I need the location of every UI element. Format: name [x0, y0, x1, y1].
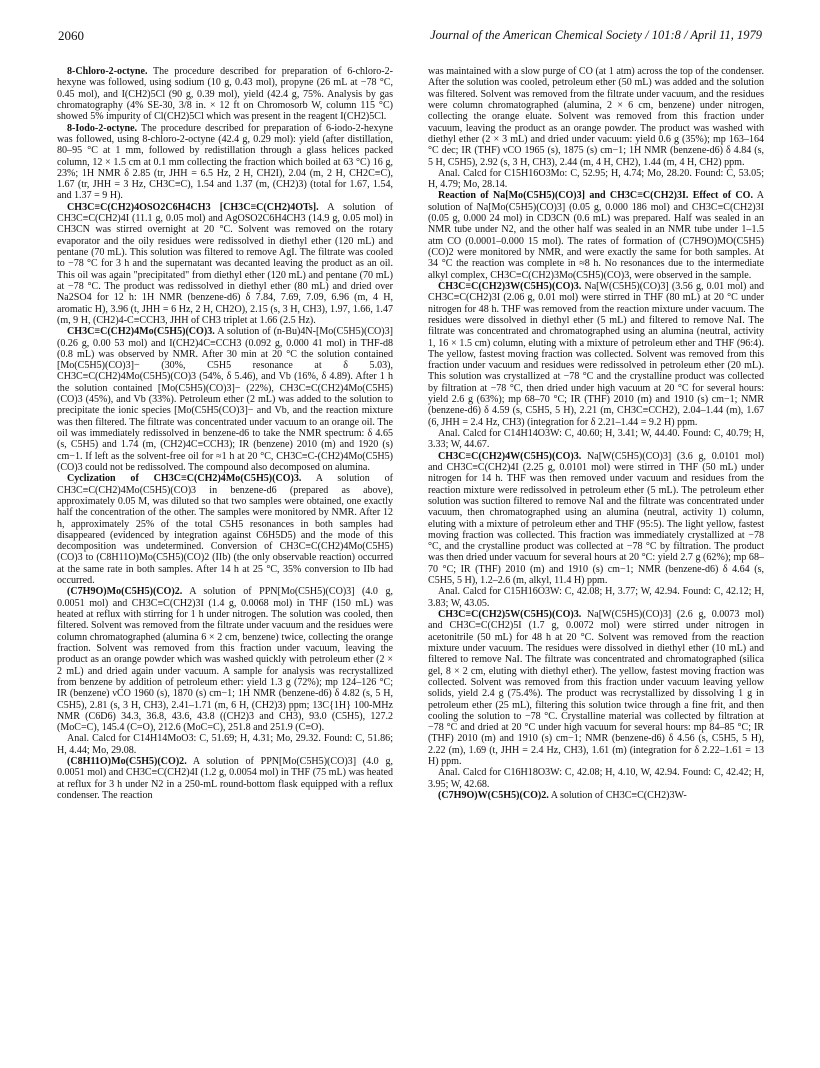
paragraph-body: A solution of CH3C≡C(CH2)4Mo(C5H5)(CO)3 in benzene-d6 (prepared as above), approximately 0.05 M, was diluted so that two samples were obtained, one exactly half the concentration of the other. The samples were monitored by NMR. After 12 h, approximately 25% of the total C5H5 resonances in both samples had disappeared (evidenced by integration against C6H5D5) and the mode of this decomposition was undetermined. Conversion of CH3C≡C(CH2)4Mo(C5H5)(CO)3 to (C8H11O)Mo(C5H5)(CO)2 (IIb) (the only observable reaction) occurred at the same rate in both samples. After 14 h at 25 °C, 35% conversion to IIb had occurred.	[57, 473, 393, 587]
paragraph-heading: CH3C≡C(CH2)5W(C5H5)(CO)3.	[438, 609, 582, 620]
paragraph-body: Na[W(C5H5)(CO)3] (3.6 g, 0.0101 mol) and CH3C≡C(CH2)4I (2.25 g, 0.0101 mol) were stirred in THF (50 mL) under nitrogen for 14 h. THF was then removed under vacuum and residues from the reaction mixture were redissolved in petroleum ether (5 mL). The petroleum ether solution was suction filtered to remove NaI and the filtrate was concentrated under vacuum, then chromatographed using an alumina (neutral, activity 1) column, eluting with a mixture of petroleum ether and THF (95:5). The light yellow, fastest moving fraction was collected. This fraction was immediately crystallized at −78 °C, and the crystalline product was collected at −78 °C by filtration. The product was then dried under vacuum for several hours at 20 °C: yield 2.7 g (62%); mp 68–70 °C; IR (THF) 2010 (m) and 1910 (s) cm−1; NMR (benzene-d6) δ 4.64 (s, C5H5, 5 H), 1.2–2.6 (m, alkyl, 11.4 H) ppm.	[428, 450, 764, 587]
paragraph	[428, 428, 764, 451]
paragraph	[428, 767, 764, 790]
paragraph	[428, 586, 764, 609]
paragraph-body: A solution of CH3C≡C(CH2)3W-	[550, 790, 687, 801]
paragraph-heading: Reaction of Na[Mo(C5H5)(CO)3] and CH3C≡C(CH2)3I. Effect of CO.	[438, 190, 753, 202]
paragraph	[57, 202, 393, 326]
paragraph-body: Anal. Calcd for C16H18O3W: C, 42.08; H, 4.10, W, 42.94. Found: C, 42.42; H, 3.95; W, 42.68.	[428, 767, 764, 790]
paragraph-body: A solution of Na[Mo(C5H5)(CO)3] (0.05 g, 0.000 186 mol) and CH3C≡C(CH2)3I (0.05 g, 0.000 24 mol) in CD3CN (0.6 mL) was prepared. Half was sealed in an NMR tube under N2, and the other half was sealed in an NMR tube under 1–1.5 atm CO (0.0001–0.000 15 mol). The rates of formation of (C7H9O)MO(C5H5)(CO)2 were monitored by NMR, and were exactly the same for both samples. At 34 °C the reaction was complete in ≈8 h. No resonances due to the intermediate alkyl complex, CH3C≡C(CH2)3Mo(C5H5)(CO)3, were observed in the sample.	[428, 190, 764, 281]
paragraph	[428, 66, 764, 168]
paragraph-heading: 8-Chloro-2-octyne.	[67, 66, 148, 77]
page-header	[58, 28, 762, 46]
paragraph	[428, 790, 764, 801]
paragraph	[57, 733, 393, 756]
journal-citation: Journal of the American Chemical Society / 101:8 / April 11, 1979	[430, 28, 762, 42]
right-column	[428, 66, 764, 801]
paragraph-heading: CH3C≡C(CH2)4OSO2C6H4CH3 [CH3C≡C(CH2)4OTs].	[67, 201, 319, 213]
paragraph-body: A solution of (n-Bu)4N-[Mo(C5H5)(CO)3] (0.26 g, 0.00 53 mol) and I(CH2)4C≡CCH3 (0.092 g, 0.000 41 mol) in THF-d8 (0.8 mL) was observed by NMR. After 30 min at 20 °C the solution contained [Mo(C5H5)(CO)3]− (30%, C5H5 resonance at δ 5.03), CH3C≡C(CH2)4Mo(C5H5)(CO)3 (54%, δ 5.46), and Vb (16%, δ 4.89). After 1 h the solution contained [Mo(C5H5)(CO)3]− (22%), CH3C≡C(CH2)4Mo(C5H5)(CO)3 (45%), and Vb (33%). Petroleum ether (2 mL) was added to the solution to precipitate the ionic species [Mo(C5H5(CO)3]− and Vb, and the reaction mixture was then filtered. The filtrate was concentrated under vacuum to an orange oil. The oil was immediately redissolved in benzene-d6 to take the NMR spectrum: δ 4.65 (s, C5H5) and 1.74 (m, (CH2)4C≡CCH3); IR (benzene) 2010 (m) and 1920 (s) cm−1. If left as the solvent-free oil for ≈1 h at 20 °C, CH3C≡C-(CH2)4Mo(C5H5)(CO)3 could not be redissolved. The compound also decomposed on alumina.	[57, 326, 393, 473]
paragraph-body: A solution of PPN[Mo(C5H5)(CO)3] (4.0 g, 0.0051 mol) and CH3C≡C(CH2)4I (1.2 g, 0.0054 mol) in THF (75 mL) was heated at reflux for 3 h under N2 in a 250-mL round-bottom flask equipped with a reflux condenser. The reaction	[57, 756, 393, 801]
paragraph	[428, 281, 764, 428]
paragraph	[57, 123, 393, 202]
paragraph-heading: CH3C≡C(CH2)3W(C5H5)(CO)3.	[438, 280, 582, 292]
paragraph	[428, 451, 764, 587]
paragraph-body: Anal. Calcd for C14H14MoO3: C, 51.69; H, 4.31; Mo, 29.32. Found: C, 51.86; H, 4.44; Mo, 29.08.	[57, 733, 393, 756]
paragraph-heading: (C7H9O)Mo(C5H5)(CO)2.	[67, 586, 183, 598]
paragraph	[428, 190, 764, 281]
left-column	[57, 66, 393, 801]
paragraph-heading: (C7H9O)W(C5H5)(CO)2.	[438, 790, 549, 801]
paragraph-body: A solution of CH3C≡C(CH2)4I (11.1 g, 0.05 mol) and AgOSO2C6H4CH3 (14.9 g, 0.05 mol) in CH3CN was stirred overnight at 20 °C. Solvent was removed on the rotary evaporator and the oily residues were redissolved in diethyl ether (120 mL) and pentane (70 mL). This solution was filtered to remove AgI. The filtrate was cooled to −78 °C for 3 h and the supernatant was decanted leaving the product as an oil. This oil was again "precipitated" from diethyl ether (120 mL) and pentane (70 mL) at −78 °C. The product was redissolved in diethyl ether (80 mL) and dried over Na2SO4 for 12 h: 1H NMR (benzene-d6) δ 7.84, 7.69, 7.09, 6.96 (m, 4 H, aromatic H), 3.96 (t, JHH = 6 Hz, 2 H, CH2O), 2.15 (s, 3 H, CH3), 1.97, 1.66, 1.47 (m, 9 H, (CH2)4-C≡CCH3, JHH of CH3 triplet at 1.66 (2.5 Hz).	[57, 201, 393, 326]
paragraph-body: Na[W(C5H5)(CO)3] (2.6 g, 0.0073 mol) and CH3C≡C(CH2)5I (1.7 g, 0.0072 mol) were stirred under nitrogen in acetonitrile (50 mL) for 48 h at 20 °C. Solvent was removed from the reaction mixture under vacuum. The residues were dissolved in diethyl ether (10 mL) and filtered to remove NaI. The filtrate was concentrated and chromatographed (silica gel, 8 × 2 cm, eluting with diethyl ether). The yellow, fastest moving fraction was collected. Solvent was removed from this fraction under vacuum leaving yellow solids, yield 2.4 g (75.4%). The product was recrystallized by dissolving 1 g in petroleum ether (25 mL), filtering this solution twice through a fine frit, and then cooling the solution to −78 °C. Crystalline material was collected by filtration at −78 °C and dried at 20 °C under high vacuum for several hours: mp 84–85 °C; IR (THF) 2010 (m) and 1910 (s) cm−1; NMR (benzene-d6) δ 4.56 (s, C5H5, 5 H), 2.22 (m), 1.69 (t, JHH = 2.4 Hz, CH3), 1.61 (m) (integration for δ 2.22–1.61 = 13 H) ppm.	[428, 609, 764, 768]
paragraph-body: The procedure described for preparation of 6-iodo-2-hexyne was followed, using 8-chloro-2-octyne (42.4 g, 0.29 mol): yield (after distillation, 80–95 °C at 1 mm, followed by redistillation through a glass helices packed column, 12 × 1.5 cm at 0.1 mm collecting the fraction which boiled at 63 °C) 16 g, 23%; 1H NMR δ 2.85 (tr, JHH = 6.5 Hz, 2 H, CH2I), 2.04 (m, 2 H, CH2C≡C), 1.67 (tr, JHH = 3 Hz, CH3C≡C), 1.54 and 1.37 (m, (CH2)3) (total for 1.67, 1.54, and 1.37 = 9 H).	[57, 122, 393, 202]
paragraph-heading: CH3C≡C(CH2)4Mo(C5H5)(CO)3.	[67, 326, 215, 338]
paragraph-body: Anal. Calcd for C14H14O3W: C, 40.60; H, 3.41; W, 44.40. Found: C, 40.79; H, 3.33; W, 44.67.	[428, 428, 764, 451]
paragraph-body: A solution of PPN[Mo(C5H5)(CO)3] (4.0 g, 0.0051 mol) and CH3C≡C(CH2)3I (1.4 g, 0.0068 mol) in THF (150 mL) was heated at reflux with stirring for 1 h under nitrogen. The solution was cooled, then filtered. Solvent was removed from the filtrate under vacuum and the residues were column chromatographed (alumina 6 × 2 cm, benzene) twice, collecting the orange fraction. Solvent was removed from this fraction under vacuum, leaving the product as an orange powder which was washed quickly with petroleum ether (2 × 2 mL) and dried again under vacuum. A sample for analysis was recrystallized from benzene by addition of petroleum ether: yield 1.3 g (72%); mp 124–126 °C; IR (benzene) νCO 1960 (s), 1870 (s) cm−1; 1H NMR (benzene-d6) δ 4.82 (s, 5 H, C5H5), 2.81 (s, 3 H, CH3), 2.41–1.71 (m, 6 H, (CH2)3) ppm; 13C{1H} 100-MHz NMR (C6D6) 34.3, 36.8, 43.6, 43.8 ((CH2)3 and CH3), 93.0 (C5H5), 127.2 (MoC=C), 145.4 (C=O), 212.6 (MoC=C), 251.8 and 251.9 (C≡O).	[57, 586, 393, 734]
paragraph-heading: Cyclization of CH3C≡C(CH2)4Mo(C5H5)(CO)3.	[67, 473, 302, 485]
paragraph	[57, 756, 393, 801]
paragraph	[428, 168, 764, 191]
paragraph-body: The procedure described for preparation of 6-chloro-2-hexyne was followed, using sodium (10 g, 0.43 mol), propyne (26 mL at −78 °C, 0.45 mol), and I(CH2)5Cl (90 g, 0.39 mol), yield (42.4 g, 75%. Analysis by gas chromatography (4% SE-30, 3/8 in. × 12 ft on Chromosorb W, column 115 °C) showed 5% impurity of Cl(CH2)5Cl which was present in the reagent I(CH2)5Cl.	[57, 66, 393, 123]
paragraph	[57, 326, 393, 473]
paragraph	[57, 473, 393, 586]
paragraph-heading: 8-Iodo-2-octyne.	[67, 122, 138, 134]
paragraph-body: Anal. Calcd for C15H16O3W: C, 42.08; H, 3.77; W, 42.94. Found: C, 42.12; H, 3.83; W, 43.05.	[428, 586, 764, 609]
paragraph-heading: (C8H11O)Mo(C5H5)(CO)2.	[67, 756, 187, 768]
paragraph	[57, 586, 393, 733]
paragraph	[428, 609, 764, 767]
paragraph-body: was maintained with a slow purge of CO (at 1 atm) across the top of the condenser. After the solution was cooled, petroleum ether (50 mL) was added and the solution was filtered. Solvent was removed from the filtrate under vacuum, and the residues were column chromatographed (alumina, 2 × 6 cm, benzene) under nitrogen, collecting the orange eluate. Solvent was removed from this fraction under vacuum, leaving the product as an orange powder. The product was washed with diethyl ether (2 × 3 mL) and dried under vacuum: yield 0.6 g (35%); mp 163–164 °C dec; IR (THF) νCO 1965 (s), 1875 (s) cm−1; 1H NMR (benzene-d6) δ 4.84 (s, 5 H, C5H5), 2.92 (s, 3 H, CH3), 2.44 (m, 4 H, CH2), 1.44 (m, 4 H, CH2) ppm.	[428, 66, 764, 168]
paragraph-body: Na[W(C5H5)(CO)3] (3.56 g, 0.01 mol) and CH3C≡C(CH2)3I (2.06 g, 0.01 mol) were stirred in THF (80 mL) at 20 °C under nitrogen for 48 h. THF was removed from the reaction mixture under vacuum. The residues were dissolved in diethyl ether (5 mL) and filtered to remove NaI. The filtrate was concentrated and chromatographed using an alumina (neutral, activity 1, 16 × 1.5 cm) column, eluting with a mixture of petroleum ether and THF (96:4). The yellow, fastest moving fraction was collected. Solvent was removed from this fraction under vacuum and residues were redissolved in petroleum ether (20 mL). This solution was crystallized at −78 °C and the crystalline product was collected by filtration at −78 °C, then dried under high vacuum at 20 °C for several hours: yield 2.6 g (63%); mp 68–70 °C; IR (THF) 2010 (m) and 1910 (s) cm−1; NMR (benzene-d6) δ 4.59 (s, C5H5, 5 H), 2.21 (m, CH3C≡CCH2), 2.04–1.44 (m), 1.67 (6, JHH = 2.4 Hz, CH3) (integration for δ 2.21–1.44 = 9.2 H) ppm.	[428, 280, 764, 428]
paragraph-body: Anal. Calcd for C15H16O3Mo: C, 52.95; H, 4.74; Mo, 28.20. Found: C, 53.05; H, 4.79; Mo, 28.14.	[428, 167, 764, 191]
page-number: 2060	[58, 28, 84, 43]
paragraph	[57, 66, 393, 123]
paragraph-heading: CH3C≡C(CH2)4W(C5H5)(CO)3.	[438, 450, 582, 462]
